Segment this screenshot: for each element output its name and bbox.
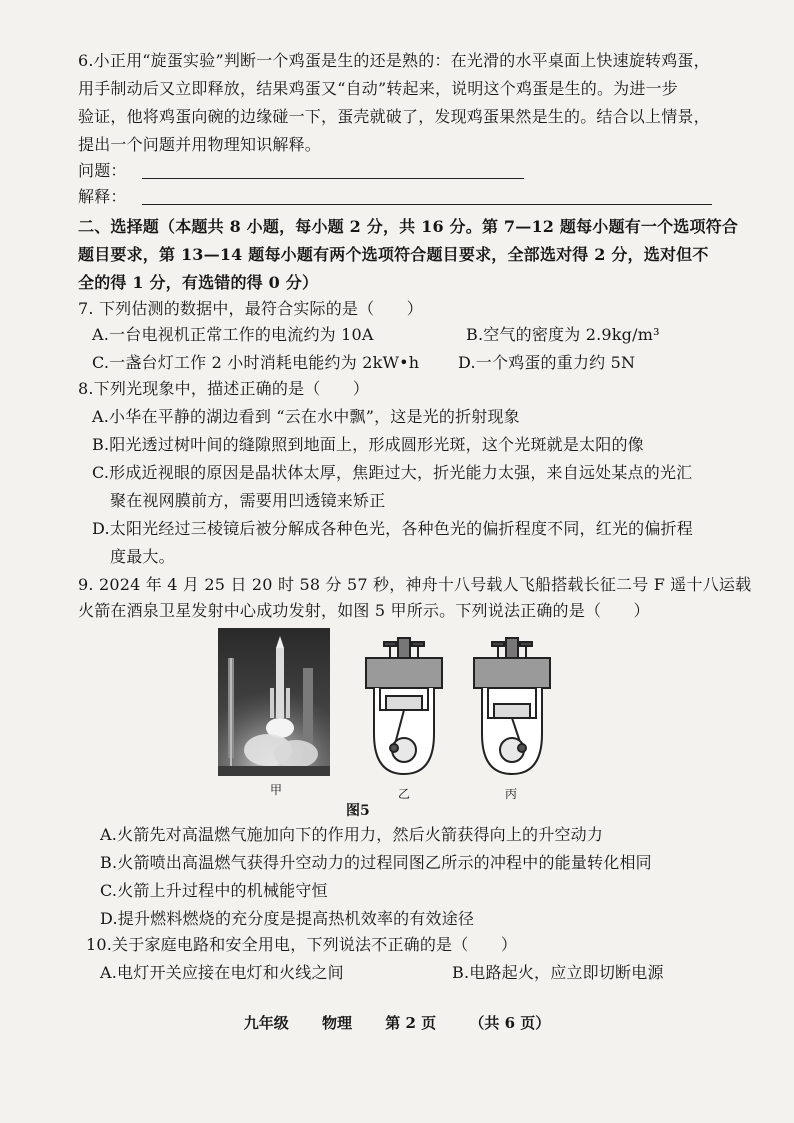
q8-option-c-line-1[interactable]: C.形成近视眼的原因是晶状体太厚，焦距过大，折光能力太强，来自远处某点的光汇: [92, 463, 693, 482]
q6-line-4: 提出一个问题并用物理知识解释。: [78, 135, 322, 154]
footer-total-pages: （共 6 页）: [469, 1014, 551, 1032]
q10-option-b[interactable]: B.电路起火，应立即切断电源: [452, 963, 664, 982]
page-footer: [0, 1012, 794, 1033]
q9-stem-line-1: 9. 2024 年 4 月 25 日 20 时 58 分 57 秒，神舟十八号载人飞船搭载长征二号 F 遥十八运载: [78, 575, 752, 594]
q8-option-a[interactable]: A.小华在平静的湖边看到 “云在水中飘”，这是光的折射现象: [92, 407, 520, 426]
figure-label-bing: 丙: [505, 787, 518, 801]
q8-option-c-line-2[interactable]: 聚在视网膜前方，需要用凹透镜来矫正: [110, 491, 386, 510]
section2-line-3: 全的得 1 分，有选错的得 0 分）: [78, 273, 319, 292]
q6-line-2: 用手制动后又立即释放，结果鸡蛋又“自动”转起来，说明这个鸡蛋是生的。为进一步: [78, 79, 678, 98]
q7-stem: 7. 下列估测的数据中，最符合实际的是（ ）: [78, 299, 423, 318]
footer-page-number: 第 2 页: [385, 1014, 437, 1032]
q8-stem: 8.下列光现象中，描述正确的是（ ）: [78, 379, 370, 398]
q9-stem-line-2: 火箭在酒泉卫星发射中心成功发射，如图 5 甲所示。下列说法正确的是（ ）: [78, 601, 650, 620]
q8-option-b[interactable]: B.阳光透过树叶间的缝隙照到地面上，形成圆形光斑，这个光斑就是太阳的像: [92, 435, 644, 454]
q8-option-d-line-2[interactable]: 度最大。: [110, 547, 175, 566]
q7-option-d[interactable]: D.一个鸡蛋的重力约 5N: [458, 353, 636, 372]
q10-option-a[interactable]: A.电灯开关应接在电灯和火线之间: [100, 963, 344, 982]
q6-line-3: 验证，他将鸡蛋向碗的边缘碰一下，蛋壳就破了，发现鸡蛋果然是生的。结合以上情景，: [78, 107, 710, 126]
q6-question-blank[interactable]: [142, 178, 524, 179]
figure-5-title: 图5: [346, 803, 370, 819]
q9-option-c[interactable]: C.火箭上升过程中的机械能守恒: [100, 881, 328, 900]
q10-stem: 10.关于家庭电路和安全用电，下列说法不正确的是（ ）: [86, 935, 518, 954]
section2-line-2: 题目要求，第 13—14 题每小题有两个选项符合题目要求，全部选对得 2 分，选对但不: [78, 245, 709, 264]
footer-subject: 物理: [321, 1014, 352, 1032]
engine-diagram-yi: [360, 634, 448, 782]
q8-option-d-line-1[interactable]: D.太阳光经过三棱镜后被分解成各种色光，各种色光的偏折程度不同，红光的偏折程: [92, 519, 693, 538]
q7-option-b[interactable]: B.空气的密度为 2.9kg/m³: [466, 325, 660, 344]
q9-option-a[interactable]: A.火箭先对高温燃气施加向下的作用力，然后火箭获得向上的升空动力: [100, 825, 604, 844]
q6-line-1: 6.小正用“旋蛋实验”判断一个鸡蛋是生的还是熟的：在光滑的水平桌面上快速旋转鸡蛋，: [78, 51, 710, 70]
q9-option-b[interactable]: B.火箭喷出高温燃气获得升空动力的过程同图乙所示的冲程中的能量转化相同: [100, 853, 652, 872]
section2-line-1: 二、选择题（本题共 8 小题，每小题 2 分，共 16 分。第 7—12 题每小题有一个选项符合: [78, 217, 739, 236]
figure-label-jia: 甲: [270, 783, 283, 797]
q6-question-label: 问题：: [78, 161, 127, 180]
footer-grade: 九年级: [243, 1014, 289, 1032]
engine-diagram-bing: [468, 634, 556, 782]
rocket-launch-photo: [218, 628, 330, 776]
q6-answer-label: 解释：: [78, 187, 127, 206]
q7-option-c[interactable]: C.一盏台灯工作 2 小时消耗电能约为 2kW•h: [92, 353, 420, 372]
figure-label-yi: 乙: [398, 787, 411, 801]
q9-option-d[interactable]: D.提升燃料燃烧的充分度是提高热机效率的有效途径: [100, 909, 475, 928]
q6-answer-blank[interactable]: [142, 204, 712, 205]
q7-option-a[interactable]: A.一台电视机正常工作的电流约为 10A: [92, 325, 374, 344]
